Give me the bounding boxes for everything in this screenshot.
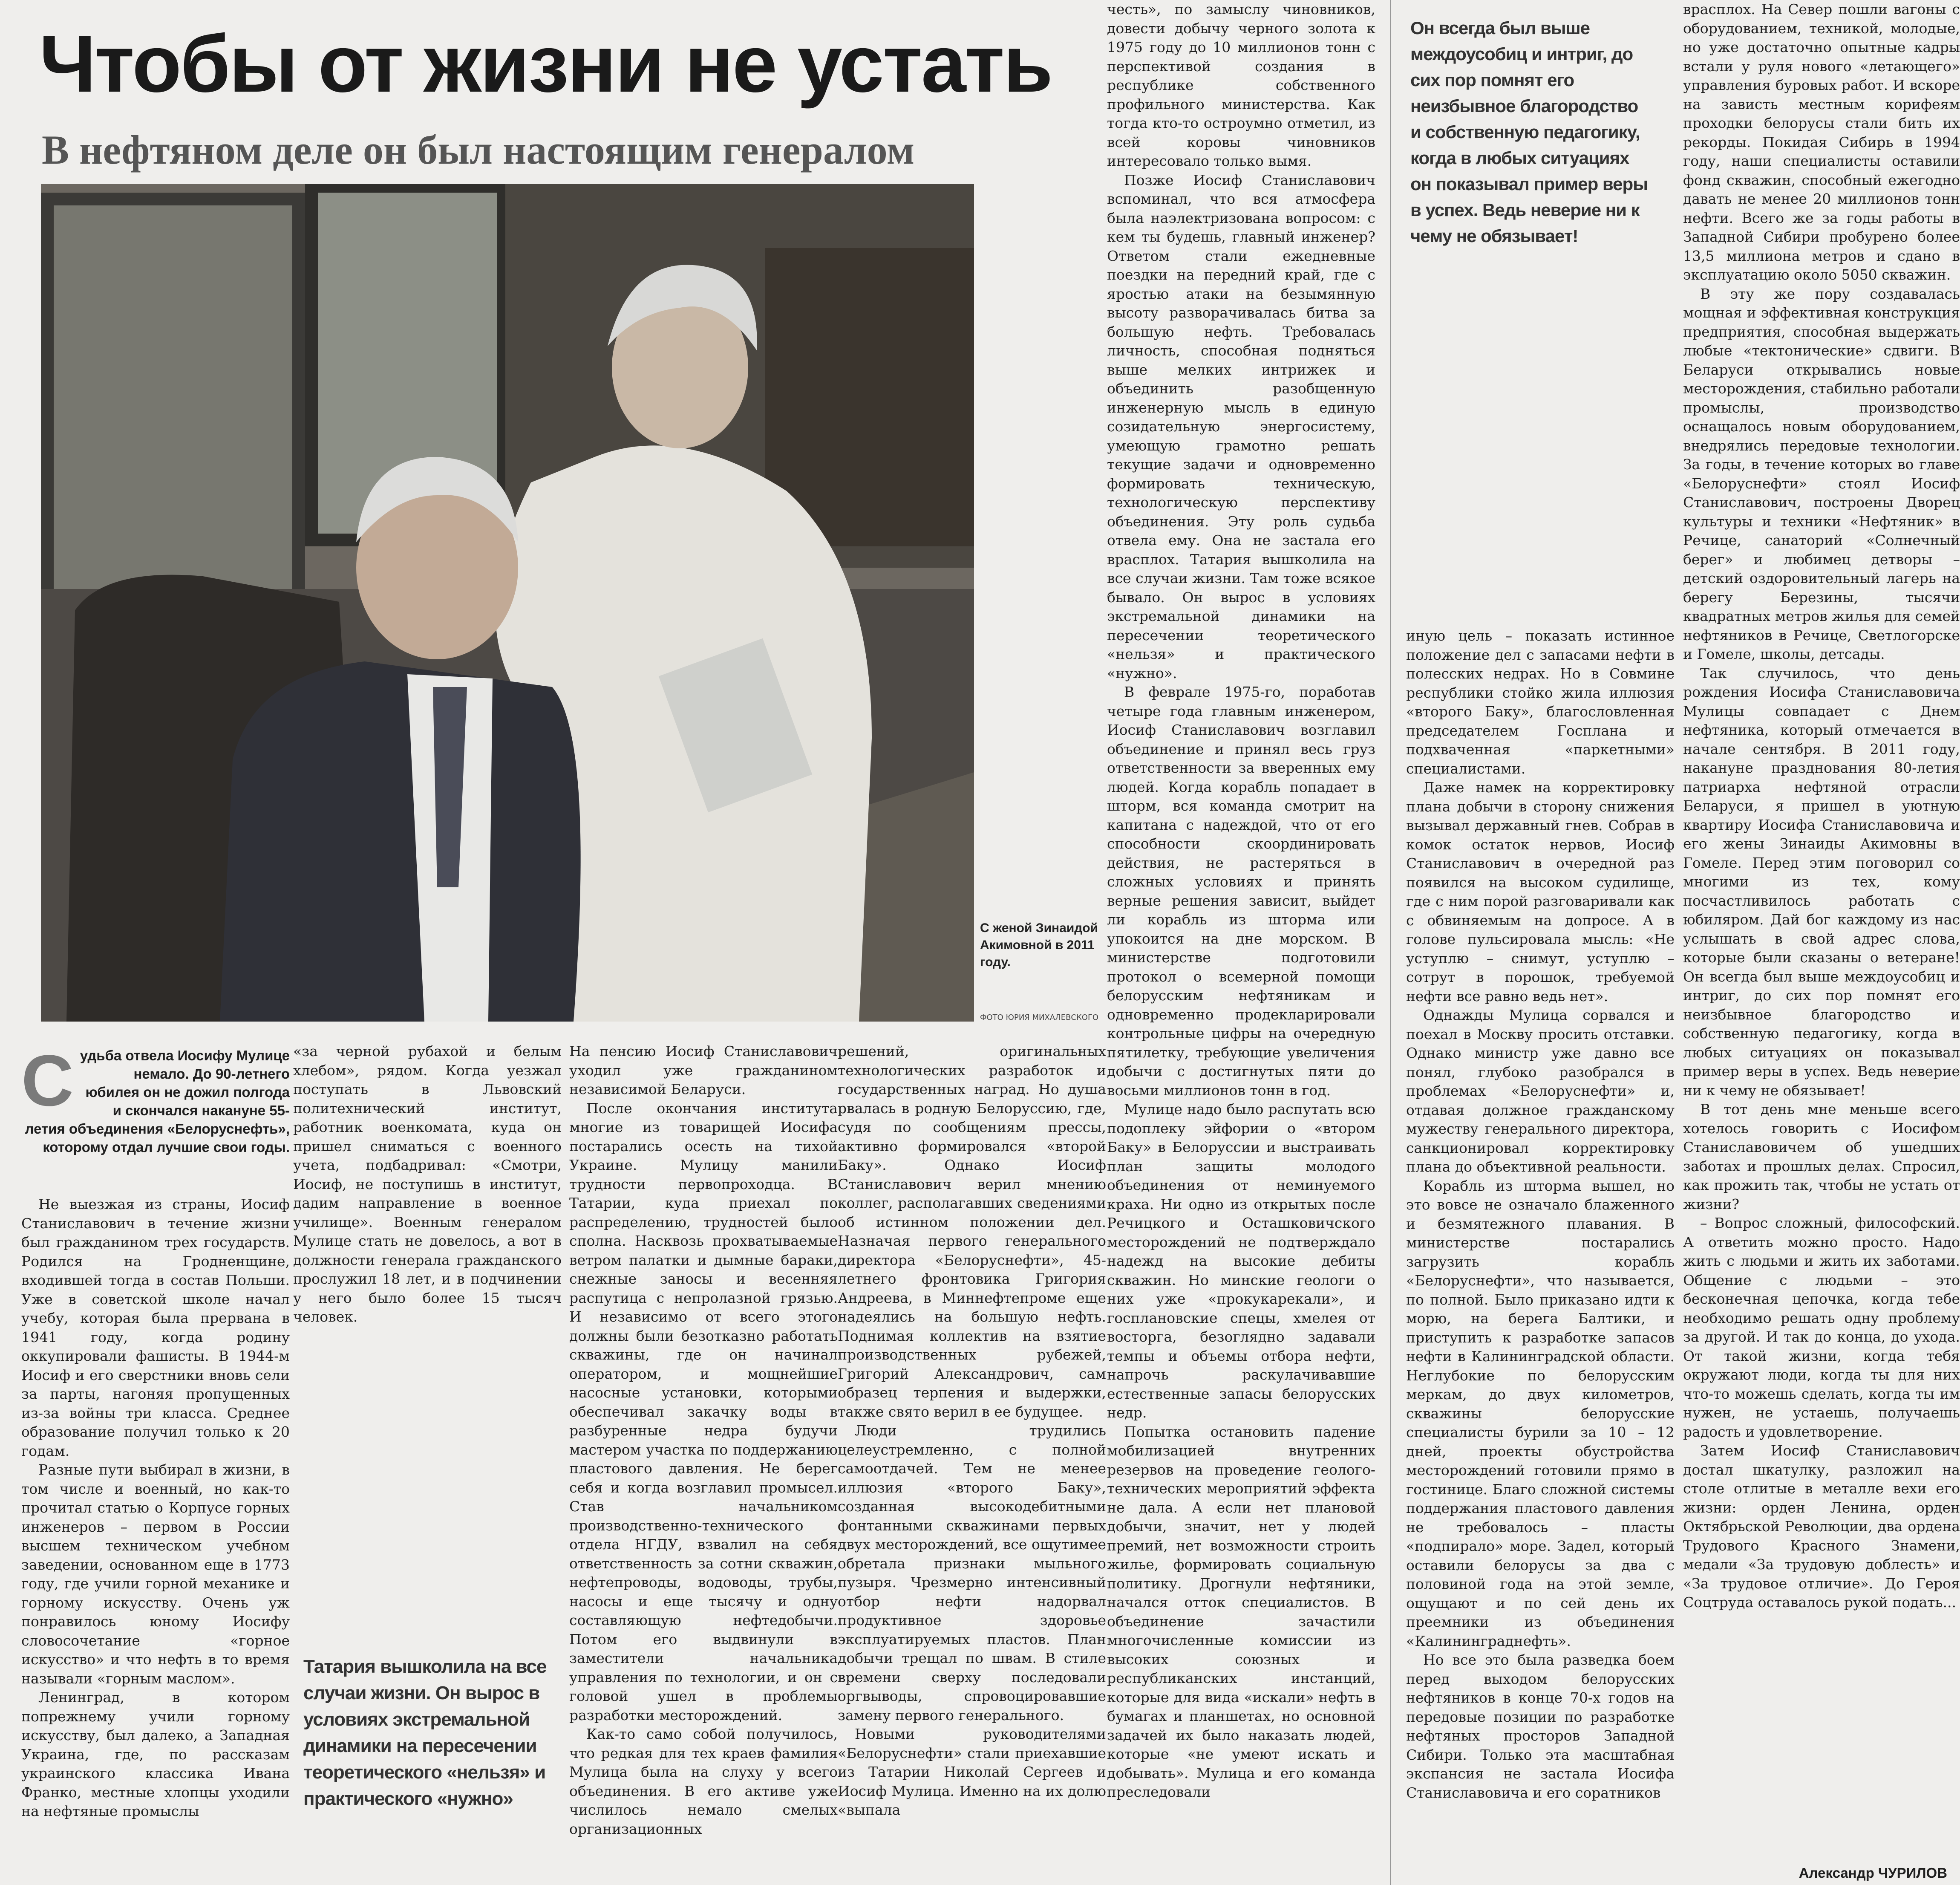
paragraph: Мулице надо было распутать всю подоплеку эйфории о «втором Баку» в Белоруссии и выстраивать план защиты молодого объединения от неминуемого краха. Ни одно из открытых после Речицкого и Осташковичского месторождений не подтверждало надежд на высокие дебиты скважин. Но минские геологи о них уже «прокукарекали», и госплановские спецы, хмелея от восторга, безоглядно задавали темпы и объемы отбора нефти, напрочь раскулачивавшие естественные запасы белорусских недр. (1107, 1101, 1375, 1421)
paragraph: – Вопрос сложный, философский. А ответить можно просто. Надо жить с людьми и жить их заботами. Общение с людьми – это бесконечная цепочка, когда тебе необходимо решать одну проблему за другой. И так до конца, до ухода. От такой жизни, когда тебя окружают люди, когда ты для них что-то можешь сделать, когда ты им нужен, не устаешь, получаешь радость и удовлетворение. (1683, 1215, 1960, 1440)
drop-cap: С (21, 1040, 74, 1121)
article-photo (41, 184, 974, 1022)
article-column-3 (569, 1042, 838, 1839)
paragraph: На пенсию Иосиф Станиславович уходил уже гражданином независимой Беларуси. (569, 1043, 838, 1097)
article-column-4 (838, 1042, 1106, 1820)
paragraph: «за черной рубахой и белым хлебом», рядом. Когда уезжал поступать в Львовский политехнический институт, работник военкомата, куда он пришел сниматься с военного учета, подбадривал: «Смотри, Иосиф, не поступишь в институт, дадим направление в военное училище». Военным генералом Мулице стать не довелось, а вот в должности генерала гражданского прослужил 18 лет, и в подчинении у него было более 15 тысяч человек. (293, 1043, 562, 1325)
paragraph: В тот день мне меньше всего хотелось говорить с Иосифом Станиславовичем об ушедших заботах и прошлых делах. Спросил, как прожить так, чтобы не устать от жизни? (1683, 1101, 1960, 1212)
photo-caption: С женой Зинаидой Акимовной в 2011 году. (980, 921, 1098, 969)
lead-paragraph (21, 1040, 290, 1156)
article-column-5 (1107, 0, 1375, 1802)
pull-quote-left: Татария вышколила на все случаи жизни. Он вырос в условиях экстремальной динамики на пересечении теоретического «нельзя» и практического «нужно» (303, 1656, 547, 1809)
paragraph: Новыми руководителями «Белоруснефти» стали приехавшие из Татарии Николай Сергеев и Иосиф Мулица. Именно на их долю «выпала (838, 1726, 1106, 1818)
headline: Чтобы от жизни не устать (39, 19, 1052, 109)
paragraph: врасплох. На Север пошли вагоны с оборудованием, техникой, молодые, но уже достаточно опытные кадры встали у руля нового «летающего» управления буровых работ. И вскоре на зависть местным корифеям проходки белорусы стали бить их рекорды. Покидая Сибирь в 1994 году, наши специалисты оставили фонд скважин, способный ежегодно давать не менее 20 миллионов тонн нефти. Всего же за годы работы в Западной Сибири пробурено более 13,5 миллиона метров и сдано в эксплуатацию около 5050 скважин. (1683, 1, 1960, 283)
paragraph: Корабль из шторма вышел, но это вовсе не означало блаженного и безмятежного плавания. В министерстве постарались загрузить корабль «Белоруснефти», что называется, по полной. Было приказано идти к морю, на берега Балтики, и приступить к разработке запасов нефти в Калининградской области. Неглубокие по белорусским меркам, до двух километров, скважины белорусские специалисты бурили за 10 – 12 дней, проекты обустройства месторождений готовили прямо в гостинице. Благо сложной системы поддержания пластового давления не требовалось – пласты «подпирало» море. Задел, который оставили белорусы за два с половиной года на этой земле, ощущают и по сей день их преемники из объединения «Калининграднефть». (1406, 1177, 1675, 1649)
paragraph: Люди трудились целеустремленно, с полной самоотдачей. Тем не менее иллюзия «второго Баку», созданная высокодебитными фонтанными скважинами первых двух месторождений, все ощутимее обретала признаки мыльного пузыря. Чрезмерно интенсивный отбор нефти надорвал продуктивное здоровье эксплуатируемых пластов. План добычи трещал по швам. В стиле времени сверху последовали оргвыводы, спровоцировавшие замену первого генерального. (838, 1422, 1106, 1723)
paragraph: Позже Иосиф Станиславович вспоминал, что вся атмосфера была наэлектризована вопросом: с кем ты будешь, главный инженер? Ответом стали ежедневные поездки на передний край, где с яростью атаки на безымянную высоту разворачивалась битва за большую нефть. Требовалась личность, способная подняться выше мелких интрижек и объединить разобщенную инженерную мысль в единую созидательную энергосистему, умеющую грамотно решать текущие задачи и одновременно формировать техническую, технологическую перспективу объединения. Эту роль судьба отвела ему. Она не застала его врасплох. Татария вышколила на все случаи жизни. Там тоже всякое бывало. Он вырос в условиях экстремальной динамики на пересечении теоретического «нельзя» и практического «нужно». (1107, 171, 1375, 681)
paragraph: иную цель – показать истинное положение дел с запасами нефти в полесских недрах. Но в Совмине республики стойко жила иллюзия «второго Баку», благословленная председателем Госплана и подхваченная «паркетными» специалистами. (1406, 627, 1675, 777)
column-divider (1390, 0, 1391, 1885)
paragraph: честь», по замыслу чиновников, довести добычу черного золота к 1975 году до 10 миллионов тонн с перспективой создания в республике собственного профильного министерства. Как тогда кто-то остроумно отметил, из всей коровы чиновников интересовало только вымя. (1107, 1, 1375, 169)
paragraph: Как-то само собой получилось, что редкая для тех краев фамилия Мулица была на слуху у всего объединения. В его активе уже числилось немало смелых организационных (569, 1726, 838, 1837)
paragraph: Не выезжая из страны, Иосиф Станиславович в течение жизни был гражданином трех государств. Родился на Гродненщине, входившей тогда в состав Польши. Уже в советской школе начал учебу, которая была прервана в 1941 году, когда родину оккупировали фашисты. В 1944-м Иосиф и его сверстники вновь сели за парты, нагоняя пропущенных из-за войны три класса. Среднее образование получил только к 20 годам. (21, 1196, 290, 1459)
paragraph: решений, оригинальных технологических разработок и государственных наград. Но душа рвалась в родную Белоруссию, где, судя по сообщениям прессы, активно формировался «второй Баку». Однако Иосиф Станиславович верил мнению коллег, располагавших сведениями об истинном положении дел. Назначая первого генерального директора «Белоруснефти», 45-летнего фронтовика Григория Андреева, в Миннефтепроме еще надеялись на большую нефть. Поднимая коллектив на взятие производственных рубежей, Григорий Александрович, сам образец терпения и выдержки, также свято верил в ее будущее. (838, 1043, 1106, 1420)
paragraph: Затем Иосиф Станиславович достал шкатулку, разложил на столе отлитые в металле вехи его жизни: орден Ленина, орден Октябрьской Революции, два ордена Трудового Красного Знамени, медали «За трудовую доблесть» и «За трудовое отличие». До Героя Соцтруда оставалось рукой подать... (1683, 1442, 1960, 1611)
paragraph: Попытка остановить падение мобилизацией внутренних резервов на проведение геолого-технических мероприятий эффекта не дала. А если нет плановой добычи, значит, нет у людей премий, нет возможности строить жилье, формировать социальную политику. Дрогнули нефтяники, начался отток специалистов. В объединение зачастили многочисленные комиссии из высоких союзных и республиканских инстанций, которые для вида «искали» нефть в бумагах и планшетах, но основной задачей их было наказать людей, которые «не умеют искать и добывать». Мулица и его команда преследовали (1107, 1423, 1375, 1800)
article-column-2 (293, 1042, 562, 1327)
paragraph: Однажды Мулица сорвался и поехал в Москву просить отставки. Однако министр уже давно все понял, глубоко разобрался в проблемах «Белоруснефти» и, отдавая должное гражданскому мужеству генерального директора, санкционировал корректировку плана до объективной реальности. (1406, 1007, 1675, 1175)
pull-quote-right: Он всегда был выше междоусобиц и интриг, до сих пор помнят его неизбывное благородство и собственную педагогику, когда в любых ситуациях он показывал пример веры в успех. Ведь неверие ни к чему не обязывает! (1410, 18, 1648, 246)
paragraph: Так случилось, что день рождения Иосифа Станиславовича Мулицы совпадает с Днем нефтяника, который отмечается в начале сентября. В 2011 году, накануне празднования 80-летия патриарха нефтяной отрасли Беларуси, я пришел в уютную квартиру Иосифа Станиславовича и его жены Зинаиды Акимовны в Гомеле. Перед этим поговорил со многими из тех, кому посчастливилось работать с юбиляром. Дай бог каждому из нас услышать в свой адрес слова, которые были сказаны о ветеране! Он всегда был выше междоусобиц и интриг, до сих пор помнят его неизбывное благородство и собственную педагогику, когда в любых ситуациях он показывал пример веры в успех. Ведь неверие ни к чему не обязывает! (1683, 664, 1960, 1099)
subheadline: В нефтяном деле он был настоящим генералом (42, 127, 915, 173)
photo-credit: ФОТО ЮРИЯ МИХАЛЕВСКОГО (980, 1013, 1099, 1022)
paragraph: После окончания института многие из товарищей Иосифа постарались осесть на тихой Украине. Мулицу манили трудности первопроходца. В Татарии, куда приехал по распределению, трудностей было сполна. Насквозь прохватываемые ветром палатки и дымные бараки, снежные заносы и весенняя распутица с непролазной грязью. И независимо от всего этого должны были безотказно работать скважины, где он начинал оператором, и мощнейшие насосные установки, которыми обеспечивал закачку воды в разбуренные недра будучи мастером участка по поддержанию пластового давления. Не берег себя и когда возглавил промысел. Став начальником производственно-технического отдела НГДУ, взвалил на себя ответственность за сотни скважин, нефтепроводы, водоводы, трубы, насосы и еще тысячу и одну составляющую нефтедобычи. Потом его выдвинули в заместители начальника управления по технологии, и он с головой ушел в проблемы разработки месторождений. (569, 1100, 838, 1723)
paragraph: Но все это была разведка боем перед выходом белорусских нефтяников в конце 70-х годов на передовые позиции по разработке нефтяных просторов Западной Сибири. Только эта масштабная экспансия не застала Иосифа Станиславовича и его соратников (1406, 1651, 1675, 1801)
paragraph: Даже намек на корректировку плана добычи в сторону снижения вызывал державный гнев. Собрав в комок остаток нервов, Иосиф Станиславович в очередной раз появился на высоком судилище, где с ним порой разговаривали как с обвиняемым на допросе. А в голове пульсировала мысль: «Не уступлю – снимут, уступлю – сотрут в порошок, требуемой нефти все равно ведь нет». (1406, 779, 1675, 1005)
paragraph: Разные пути выбирал в жизни, в том числе и военный, но как-то прочитал статью о Корпусе горных инженеров – первом в России высшем техническом учебном заведении, основанном еще в 1773 году, где учили горной механике и горному искусству. Очень уж понравилось юному Иосифу словосочетание «горное искусство» и что нефть в то время называли «горным маслом». (21, 1461, 290, 1687)
paragraph: В феврале 1975-го, поработав четыре года главным инженером, Иосиф Станиславович возглавил объединение и принял весь груз ответственности за вверенных ему людей. Когда корабль попадает в шторм, вся команда смотрит на капитана с надеждой, что от его способности скоординировать действия, не растеряться в сложных условиях и принять верные решения зависит, выйдет ли корабль из шторма или упокоится на дне морском. В министерстве подготовили протокол о всемерной помощи белорусским нефтяникам и одновременно продекларировали контрольные цифры на очередную пятилетку, требующие увеличения добычи с достигнутых пяти до восьми миллионов тонн в год. (1107, 684, 1375, 1099)
byline: Александр ЧУРИЛОВ (1799, 1865, 1947, 1881)
article-column-1 (21, 1195, 290, 1821)
paragraph: В эту же пору создавалась мощная и эффективная конструкция предприятия, способная выдержать любые «тектонические» сдвиги. В Беларуси открывались новые месторождения, стабильно работали промыслы, производство оснащалось новым оборудованием, внедрялись передовые технологии. За годы, в течение которых во главе «Белоруснефти» стоял Иосиф Станиславович, построены Дворец культуры и техники «Нефтяник» в Речице, санаторий «Солнечный берег» и любимец детворы – детский оздоровительный лагерь на берегу Березины, тысячи квадратных метров жилья для семей нефтяников в Речице, Светлогорске и Гомеле, школы, детсады. (1683, 285, 1960, 662)
article-column-7 (1683, 0, 1960, 1612)
lead-text: удьба отвела Иосифу Мулице немало. До 90-летнего юбилея он не дожил полгода и скончался накануне 55-летия объединения «Белоруснефть», которому отдал лучшие свои годы. (25, 1048, 290, 1155)
photo-illustration (41, 184, 974, 1022)
article-column-6 (1406, 626, 1675, 1802)
paragraph: Ленинград, в котором попрежнему учили горному искусству, был далеко, а Западная Украина, где, по рассказам украинского классика Ивана Франко, местные хлопцы уходили на нефтяные промыслы (21, 1689, 290, 1819)
